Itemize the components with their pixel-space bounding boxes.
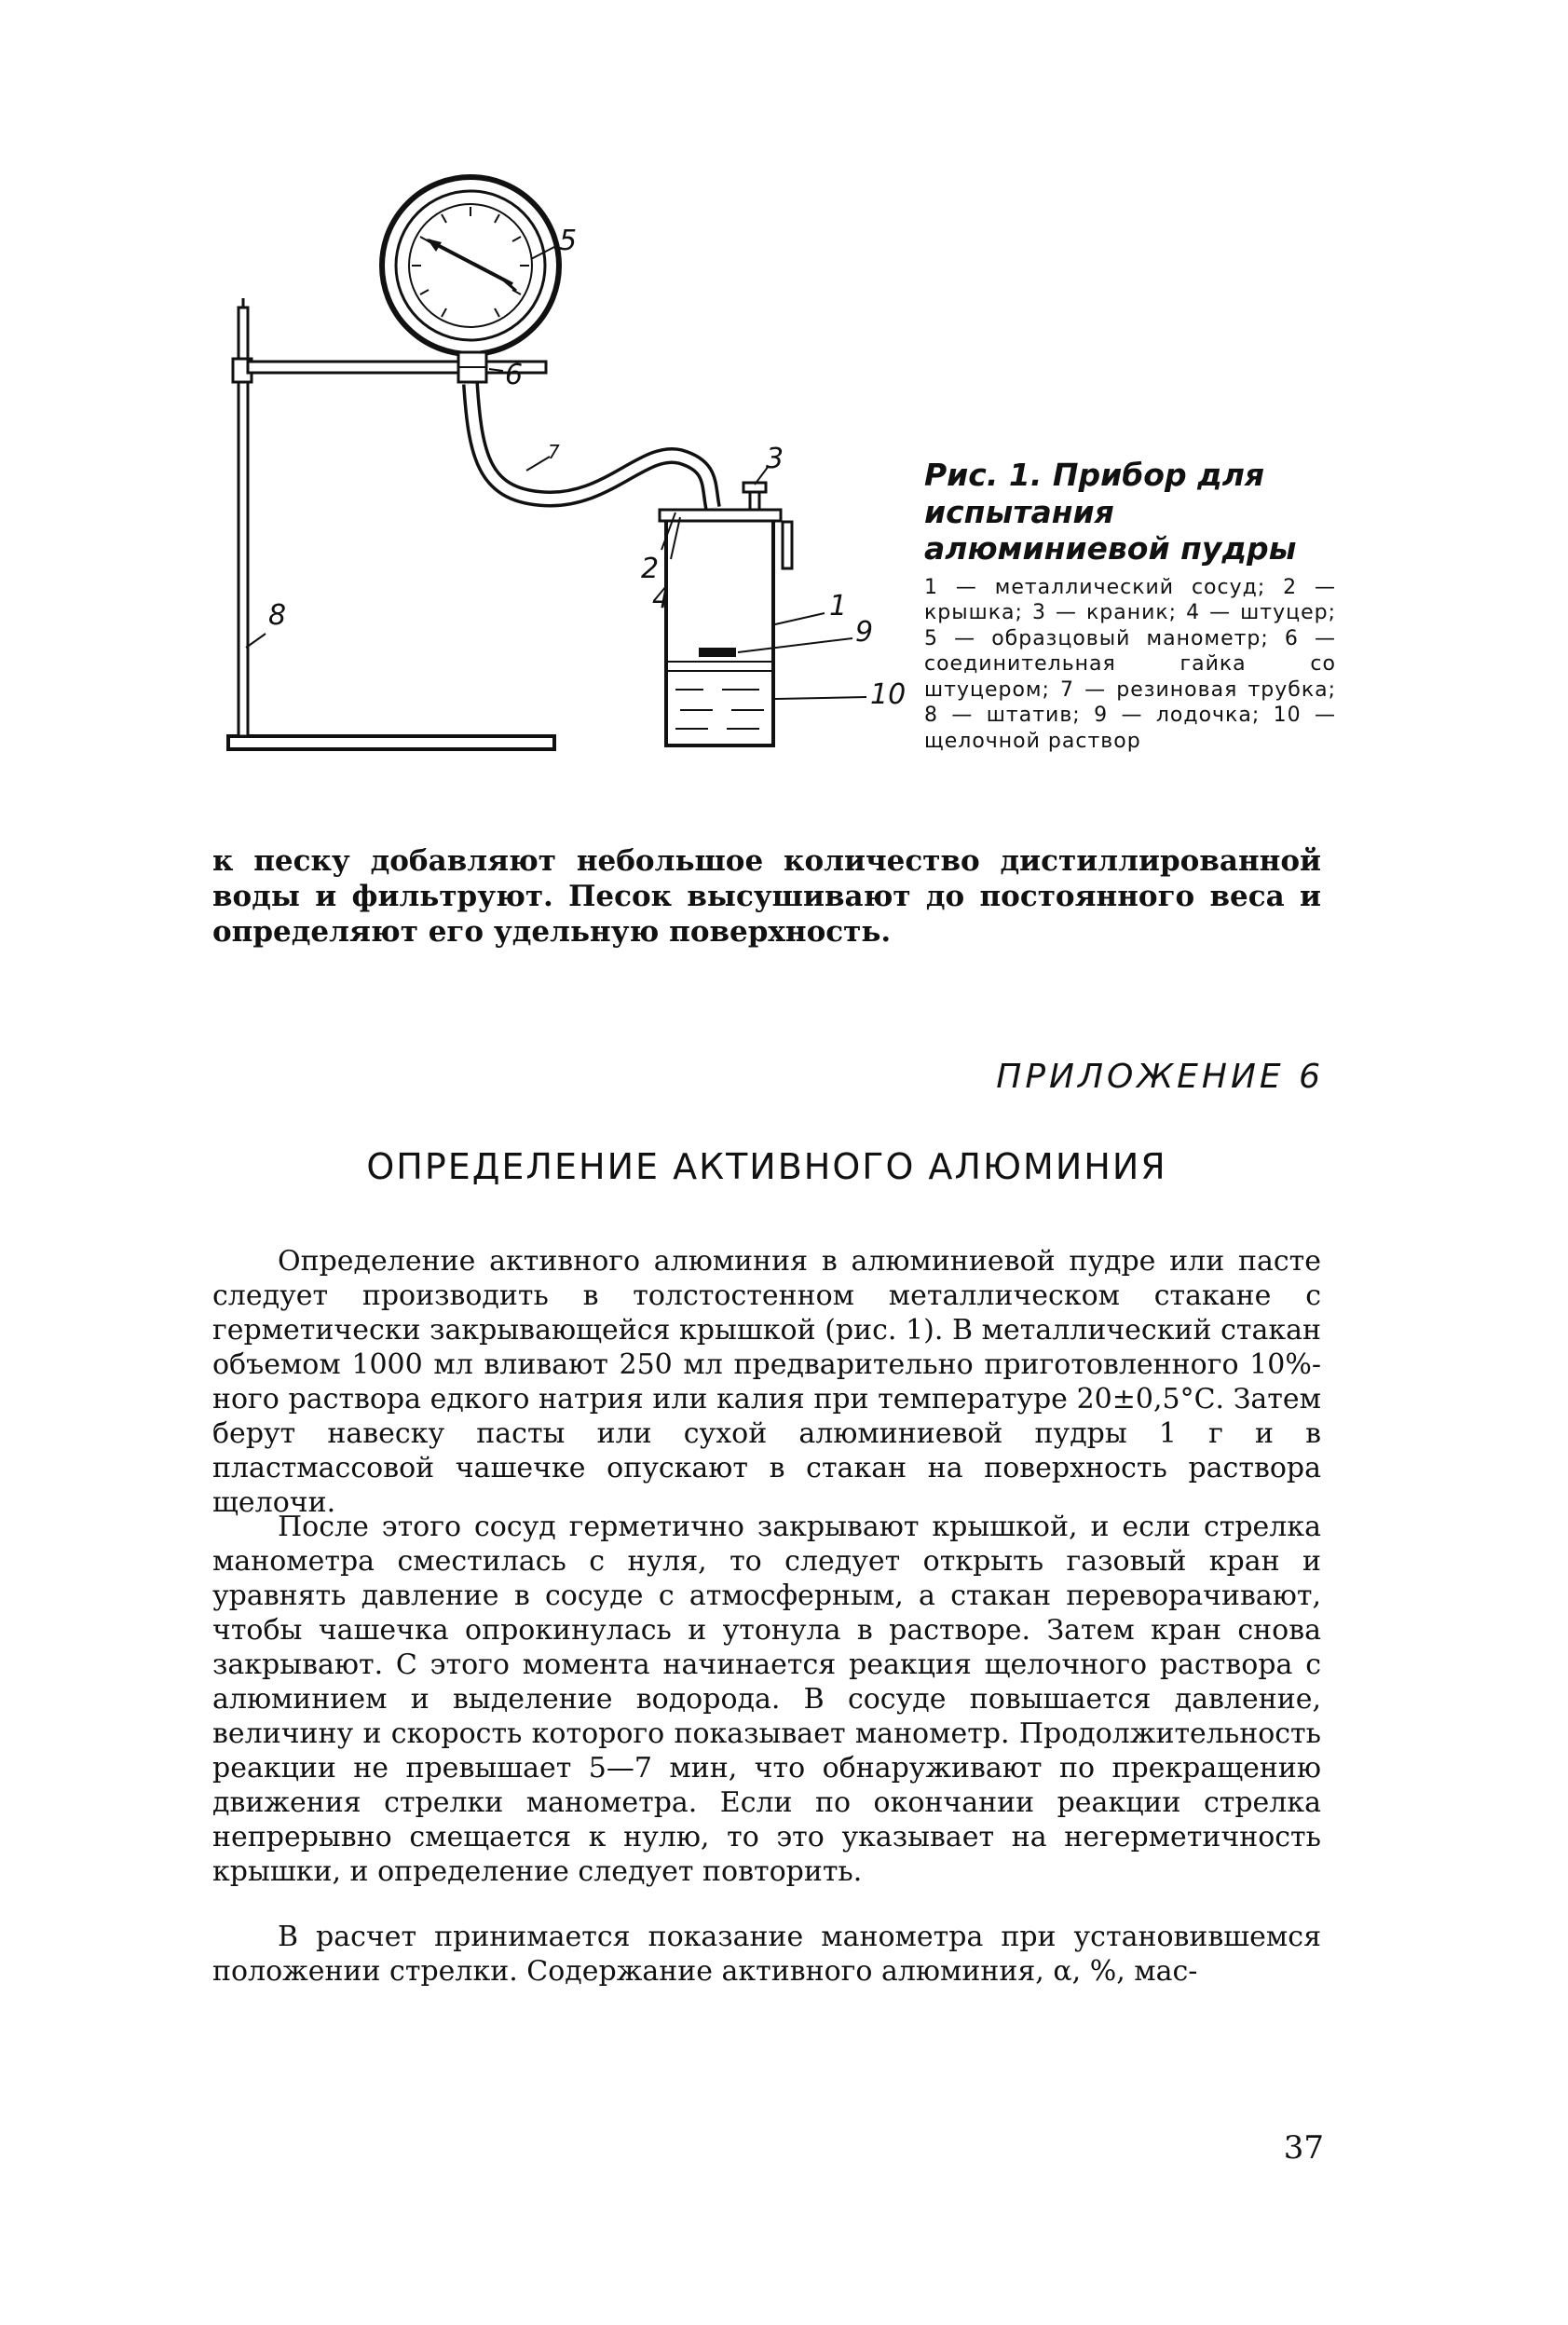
apparatus-figure [205,140,932,773]
label-5: 5 [559,225,578,257]
body-paragraph-2: После этого сосуд герметично закрывают крышкой, и если стрелка манометра сместилась с нуля, то следует открыть газовый кран и уравнять давление в сосуде с атмосферным, а стакан переворачивают, чтобы чашечка опрокинулась и утонула в растворе. Затем кран снова закрывают. С этого момента начинается реакция щелочного раствора с алюминием и выделение водорода. В сосуде повышается давление, величину и скорость которого показывает манометр. Продолжительность реакции не превышает 5—7 мин, что обнаруживают по прекращению движения стрелки манометра. Если по окончании реакции стрелка непрерывно смещается к нулю, то это указывает на негерметичность крышки, и определение следует повторить. [212,1511,1321,1888]
stand-base [228,736,554,749]
caption-title: Рис. 1. Прибор для испытания алюминиевой пудры [924,457,1297,568]
appendix-label: ПРИЛОЖЕНИЕ 6 [996,1058,1324,1096]
figure-caption [924,457,1336,754]
page-number: 37 [1283,2129,1324,2167]
label-3: 3 [766,443,784,475]
manometer [382,177,559,354]
label-10: 10 [870,678,907,711]
label-9: 9 [855,616,874,649]
body-paragraph-1: Определение активного алюминия в алюминиевой пудре или пасте следует производить в толстостенном металлическом стакане с герметически закрывающейся крышкой (рис. 1). В металлический стакан объемом 1000 мл вливают 250 мл предварительно приготовленного 10%-ного раствора едкого натрия или калия при температуре 20±0,5°С. Затем берут навеску пасты или сухой алюминиевой пудры 1 г и в пластмассовой чашечке опускают в стакан на поверхность раствора щелочи. [212,1245,1321,1519]
intro-paragraph: к песку добавляют небольшое количество дистиллированной воды и фильтруют. Песок высушивают до постоянного веса и определяют его удельную поверхность. [212,844,1321,949]
label-7: 7 [548,441,560,463]
caption-legend: 1 — металлический сосуд; 2 — крышка; 3 — краник; 4 — штуцер; 5 — образцовый манометр; 6 — соединительная гайка со штуцером; 7 — резиновая трубка; 8 — штатив; 9 — лодочка; 10 — щелочной раствор [924,575,1336,753]
boat [699,648,736,657]
label-4: 4 [652,582,671,615]
section-title: ОПРЕДЕЛЕНИЕ АКТИВНОГО АЛЮМИНИЯ [366,1146,1167,1187]
metal-vessel [666,517,773,745]
label-2: 2 [641,553,660,585]
label-1: 1 [829,590,848,622]
label-6: 6 [505,359,524,391]
label-8: 8 [268,599,287,632]
vessel-lid [660,510,781,521]
body-paragraph-3: В расчет принимается показание манометра при установившемся положении стрелки. Содержание активного алюминия, α, %, мас- [212,1921,1321,1988]
